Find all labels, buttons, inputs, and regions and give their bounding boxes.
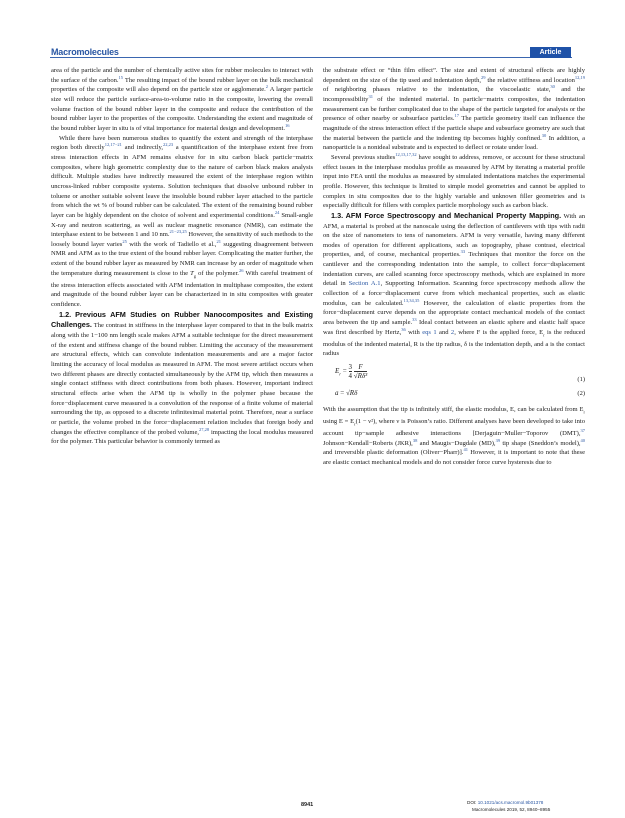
- paragraph: With the assumption that the tip is infinitely stiff, the elastic modulus, E, can be calculated from $E_r$ using $E = E_r(1 - \nu^2)$, where ν is Poisson’s ratio. Different analyses have been developed to take into account tip−sample adhesive interactions [Derjaguin−Muller−Toporov (DMT),$^{37}$ Johnson−Kendall−Roberts (JKR),$^{38}$ and Maugis−Dugdale (MD),$^{39}$ tip shape (Sneddon’s model),$^{40}$ and irreversible plastic deformation (Oliver−Pharr)].$^{41}$ However, it is important to note that these are elastic contact mechanical models and do not consider force curve hysteresis due to: [323, 405, 586, 466]
- citation-ref[interactable]: 27,28: [199, 426, 210, 432]
- article-badge: Article: [530, 47, 571, 58]
- citation-ref[interactable]: 24: [274, 209, 280, 215]
- citation-ref[interactable]: 36: [401, 326, 406, 332]
- citation-ref[interactable]: 21−23,25: [169, 229, 187, 235]
- citation-ref[interactable]: 29: [481, 74, 486, 80]
- equation-number: (2): [577, 389, 585, 397]
- equation-number: (1): [577, 375, 585, 383]
- section-number: 1.3.: [331, 210, 344, 220]
- citation-ref[interactable]: 40: [580, 437, 586, 443]
- citation-ref[interactable]: 26: [238, 267, 244, 273]
- section-link[interactable]: Section A.1: [348, 280, 381, 288]
- equation-1: $E_r$ = $\frac{3}{4}$ $\frac{F}{\text{√Rδ³}}$ (1): [335, 362, 585, 383]
- paragraph: area of the particle and the number of chemically active sites for rubber molecules to interact with the surface of the carbon.$^{15}$ The resulting impact of the bound rubber layer on the bulk mechanical properties of the composite will also depend on the particle size or agglomerate.$^2$ A larger particle size will reduce the particle surface-area-to-volume ratio in the composite, lowering the overall volume fraction of the bound rubber layer in the composite and reduce the contribution of the bound rubber layer to the properties of the composite. Understanding the extent and magnitude of the bound rubber layer in situ is of vital importance for material design and development.$^{16}$: [51, 67, 313, 132]
- citation-ref[interactable]: 12,13,17,32: [395, 151, 417, 157]
- paragraph: Several previous studies$^{12,13,17,32}$ have sought to address, remove, or account for these structural effect issues in the interphase modulus profile as measured by AFM by iterating a material profile input into FEA until the modulus as measured by simulated indentations matches the experimental profile. However, this technique is limited to simple model geometries and cannot be applied to complex in situ composites due to the highly variable and unknown filler geometries and is especially difficult for fillers with complex particle morphology such as carbon black.: [323, 151, 586, 210]
- equation-link[interactable]: eqs 1: [422, 328, 437, 336]
- section-number: 1.2.: [59, 309, 72, 319]
- header-rule: [50, 57, 572, 58]
- citation-ref[interactable]: 21: [216, 238, 221, 244]
- doi: DOI: 10.1021/acs.macromol.9b01378: [467, 800, 544, 805]
- citation-ref[interactable]: 12,17−21: [104, 142, 122, 148]
- page-number: 8941: [301, 802, 314, 808]
- left-column: [51, 66, 313, 447]
- paragraph: While there have been numerous studies to quantify the extent and strength of the interphase region both directly$^{12,17-21}$ and indirectly,$^{22,23}$ a quantification of the interphase extent free from stress interaction effects in AFM remains elusive for in situ carbon black particle−matrix composites, where high geometric complexity due to the nature of carbon black makes analysis difficult. Multiple studies have indirectly measured the extent of the interphase region within uncross-linked rubber composite systems. Solution techniques that dissolve unbound rubber in toluene or another suitable solvent leave the insoluble bound rubber layer attached to the particle from which the wt % of bound rubber can be calculated. The extent of the remaining bound rubber layer can be highly dependent on the choice of solvent and experimental conditions.$^{24}$ Small-angle X-ray and neutron scattering, as well as nuclear magnetic resonance (NMR), can estimate the interphase extent to be between 1 and 10 nm.$^{21-23,25}$ However, the sensitivity of such methods to the loosely bound layer varies$^{25}$ with the work of Tadiello et al.,$^{21}$ suggesting disagreement between NMR and AFM as to the true extent of the bound rubber layer. Complicating the matter further, the extent of the bound rubber layer as measured by NMR can increase by an order of magnitude when the temperature during measurement is close to the $T_g$ of the polymer.$^{26}$ With careful treatment of the stress interaction effects associated with AFM indentation in multiphase composites, the extent and magnitude of the bound rubber layer can be characterized in in situ composites with greater confidence.: [51, 134, 314, 309]
- citation-ref[interactable]: 38: [412, 437, 418, 443]
- citation-ref[interactable]: 15: [118, 74, 124, 80]
- citation-ref[interactable]: 39: [495, 437, 501, 443]
- doi-link[interactable]: 10.1021/acs.macromol.9b01378: [477, 800, 544, 805]
- citation-ref[interactable]: 31: [368, 93, 373, 99]
- citation-ref[interactable]: 30: [550, 84, 555, 90]
- citation-ref[interactable]: 41: [463, 447, 468, 453]
- equation-link[interactable]: 2: [450, 328, 455, 336]
- citation-ref[interactable]: 25: [122, 238, 127, 244]
- citation-ref[interactable]: 37: [580, 427, 585, 433]
- section-title: AFM Force Spectroscopy and Mechanical Property Mapping.: [345, 210, 562, 220]
- fraction: $\frac{3}{4}$: [348, 362, 352, 380]
- citation-ref[interactable]: 2: [265, 84, 268, 90]
- fraction: $\frac{F}{\text{√Rδ³}}$: [353, 362, 368, 380]
- citation-ref[interactable]: 33: [460, 249, 466, 255]
- section-title: Previous AFM Studies on Rubber Nanocomposites and Existing Challenges.: [51, 309, 313, 330]
- section-1-2: 1.2. Previous AFM Studies on Rubber Nanocomposites and Existing Challenges. The contrast in stiffness in the interphase layer compared to that in the bulk matrix along with the 1−100 nm length scale makes AFM a suitable technique for the direct measurement of the extent and stiffness change of the bound rubber. Limiting the accuracy of the measurement are structural effects, which can convolute indentation measurements and are a major factor limiting the accuracy of local modulus as measured in AFM. The most severe artifact occurs when two different phases are directly contacted simultaneously by the AFM tip, which then measures a single contact stiffness with direct contributions from both phases. However, important indirect structural effects arise when the AFM tip is wholly in the polymer phase because the force−displacement curve measured is a convolution of the response of a finite volume of material surrounding the tip, as opposed to a discrete infinitesimal material point. Therefore, near a surface or particle, the volume probed in the force−displacement relation includes that foreign body and changes the effective compliance of the probed volume,$^{27,28}$ impacting the local modulus measured for the polymer. This particular behavior is commonly termed as: [51, 309, 313, 446]
- section-1-3: 1.3. AFM Force Spectroscopy and Mechanical Property Mapping. With an AFM, a material is probed at the nanoscale using the deflection of cantilevers with tips with radii on the size of nanometers to tens of nanometers. AFM is very versatile, having many different modes of operation for different applications, such as topography, phase contrast, electrical properties, and, of course, mechanical properties.$^{33}$ Techniques that monitor the force on the cantilever and the corresponding indentation into the sample, to collect force−displacement indentation curves, are called scanning force spectroscopy methods, which are explained in more detail in Section A.1, Supporting Information. Scanning force spectroscopy methods allow the collection of a force−displacement curve from which mechanical properties, such as elastic modulus, can be calculated.$^{13,34,35}$ However, the calculation of elastic properties from the force−displacement curve depends on the appropriate contact mechanical models of the contact area between the tip and sample.$^{33}$ Ideal contact between an elastic sphere and elastic half space was first described by Hertz,$^{36}$ with eqs 1 and 2, where F is the applied force, $E_r$ is the reduced modulus of the indented material, R is the tip radius, δ is the indentation depth, and a is the contact radius: [323, 210, 586, 358]
- citation-ref[interactable]: 13,34,35: [403, 297, 420, 303]
- citation-ref[interactable]: 17: [454, 113, 459, 119]
- equation-2: a = √Rδ (2): [335, 388, 585, 397]
- citation-ref[interactable]: 33: [412, 317, 417, 323]
- citation-ref[interactable]: 30: [541, 132, 547, 138]
- journal-name[interactable]: Macromolecules: [51, 47, 119, 57]
- citation-ref[interactable]: 22,23: [163, 142, 174, 148]
- paragraph: the substrate effect or “thin film effect”. The size and extent of structural effects are highly dependent on the size of the tip used and indentation depth,$^{29}$ the relative stiffness and location$^{12,19}$ of neighboring phases relative to the indentation, the viscoelastic state,$^{30}$ and the incompressibility$^{31}$ of the indented material. In particle−matrix composites, the indentation measurement can be further complicated due to the shape of the particle targeted for analysis or the presence of other nearby or subsurface particles.$^{17}$ The particle geometry itself can influence the magnitude of the stress interaction effect if the particle shape and subsurface geometry are such that the material between the particle and the indenting tip becomes highly confined.$^{30}$ In addition, a nanoparticle is a nonideal substrate and is expected to deflect or rotate under load.: [323, 67, 585, 152]
- right-column: [323, 66, 585, 468]
- citation-ref[interactable]: 16: [284, 122, 290, 128]
- citation-ref[interactable]: 12,19: [574, 74, 585, 80]
- journal-citation: Macromolecules 2019, 52, 8940−8955: [472, 807, 551, 812]
